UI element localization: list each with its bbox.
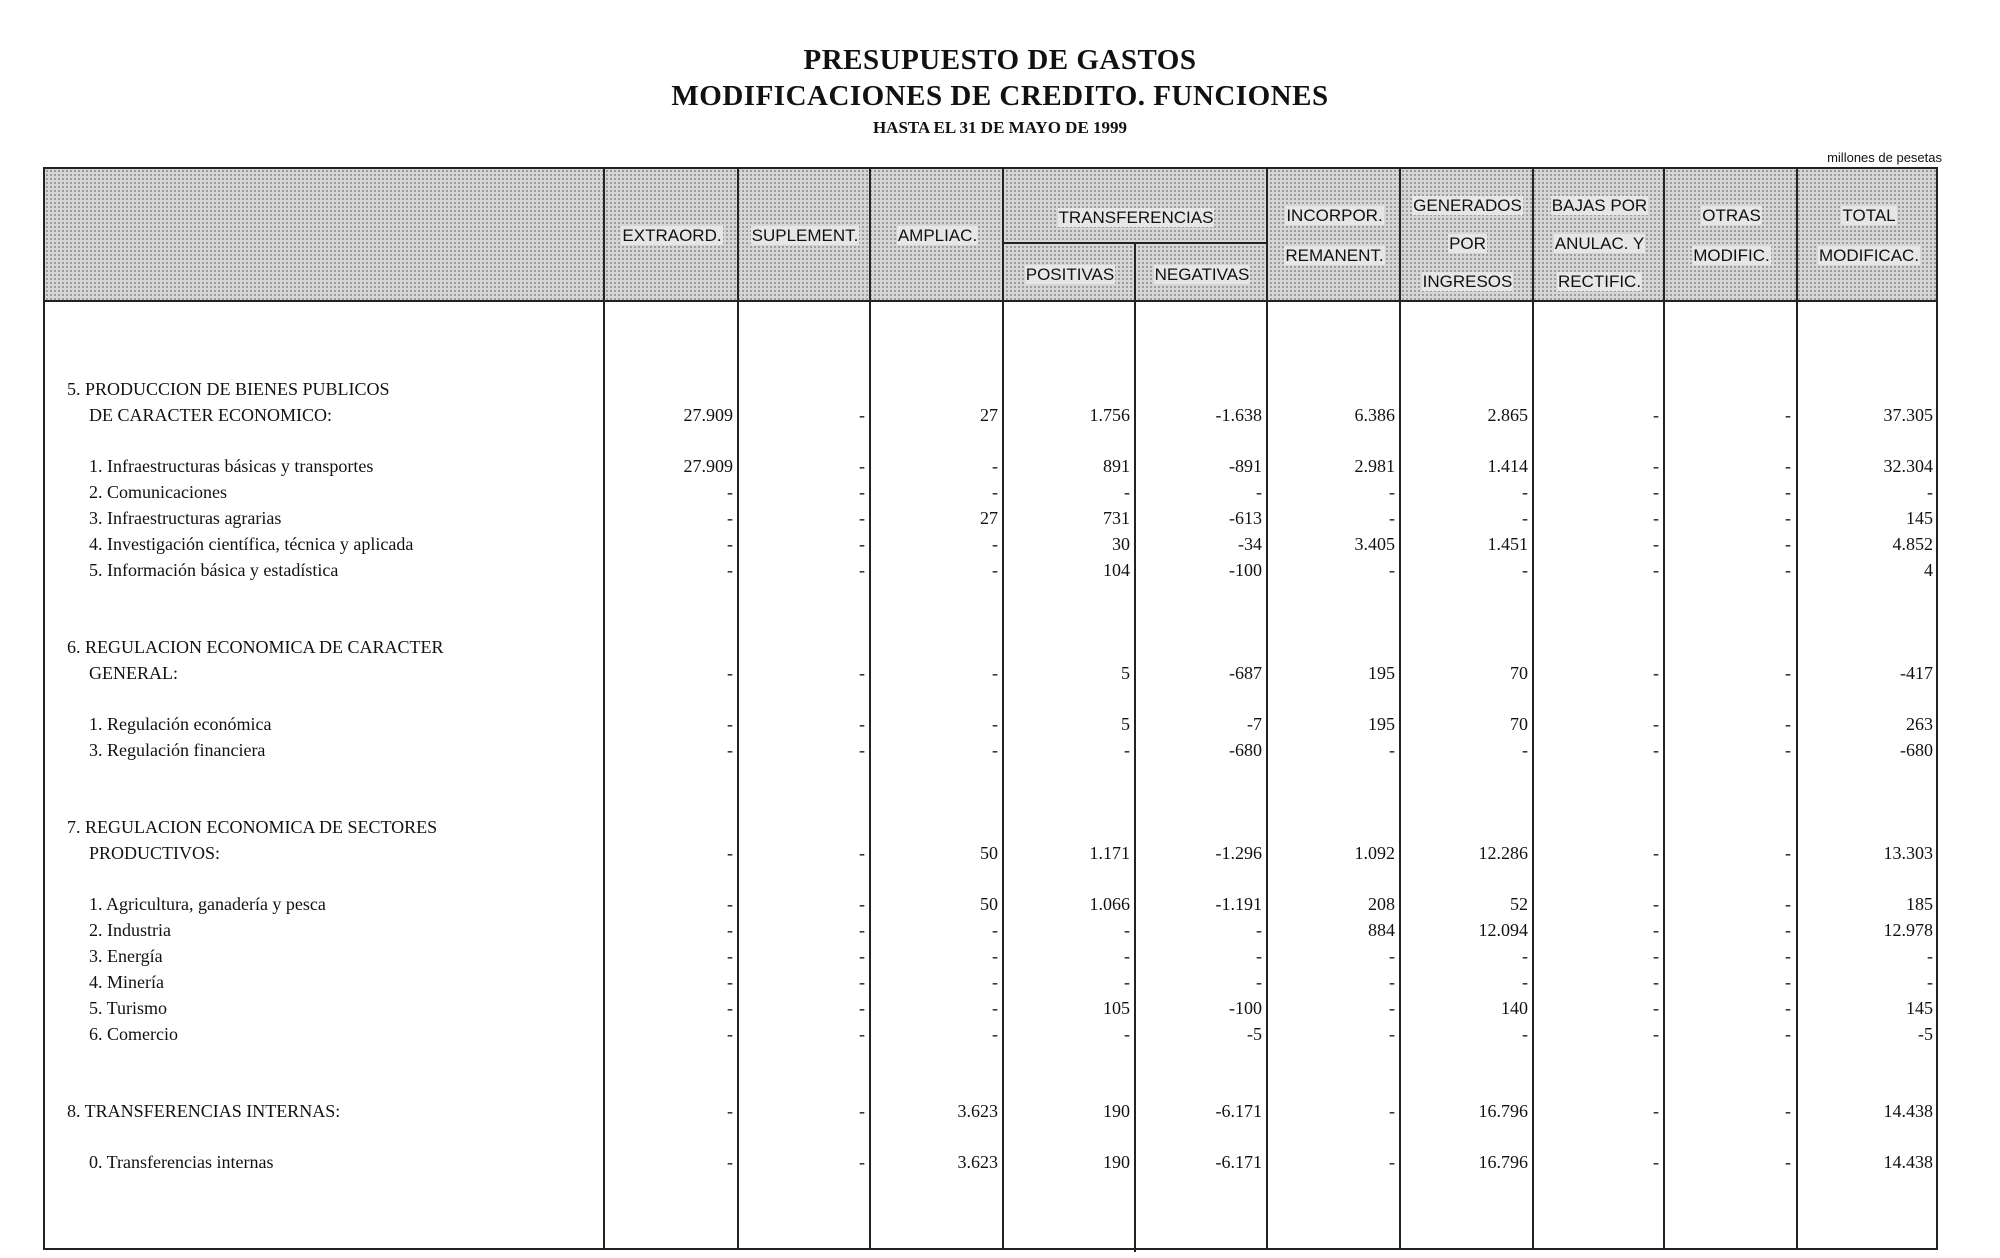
row-value: 5: [1121, 663, 1130, 683]
row-value: -: [1389, 1024, 1395, 1044]
table-row: [45, 972, 1936, 998]
row-value: -: [859, 972, 865, 992]
row-value: -: [1927, 482, 1933, 502]
header-otras: OTRAS MODIFIC.: [1693, 206, 1770, 265]
row-value: -: [1785, 894, 1791, 914]
row-value: 12.978: [1883, 920, 1933, 940]
header-incorpor: INCORPOR. REMANENT.: [1285, 206, 1384, 265]
header-bajas: BAJAS POR ANULAC. Y RECTIFIC.: [1551, 196, 1648, 291]
row-value: 13.303: [1883, 843, 1933, 863]
row-value: 50: [980, 843, 998, 863]
col-divider: [1532, 169, 1534, 1248]
row-value: -1.638: [1215, 405, 1262, 425]
row-value: -1.296: [1215, 843, 1262, 863]
table-row: [45, 920, 1936, 946]
row-value: -: [1785, 663, 1791, 683]
row-value: -: [1927, 972, 1933, 992]
header-suplement: SUPLEMENT.: [751, 226, 859, 245]
row-value: -: [1785, 456, 1791, 476]
row-value: -: [992, 456, 998, 476]
row-value: -: [1653, 894, 1659, 914]
row-value: 32.304: [1883, 456, 1933, 476]
row-value: -: [1785, 482, 1791, 502]
row-value: -: [859, 894, 865, 914]
row-value: 190: [1103, 1101, 1130, 1121]
header-positivas: POSITIVAS: [1025, 265, 1115, 284]
row-value: -: [1653, 534, 1659, 554]
col-divider: [1399, 169, 1401, 1248]
table-row: [45, 482, 1936, 508]
table-row: [45, 998, 1936, 1024]
row-value: -: [1785, 534, 1791, 554]
row-value: 195: [1368, 714, 1395, 734]
row-value: 12.286: [1478, 843, 1528, 863]
budget-table: [43, 167, 1938, 1250]
row-value: 3.405: [1354, 534, 1395, 554]
row-value: -: [1653, 508, 1659, 528]
row-label: 3. Energía: [89, 946, 163, 966]
row-label: 5. Turismo: [89, 998, 168, 1018]
row-value: -680: [1229, 740, 1262, 760]
col-divider: [1266, 169, 1268, 1248]
row-value: -: [1653, 1152, 1659, 1172]
row-label: 8. TRANSFERENCIAS INTERNAS:: [67, 1101, 341, 1121]
row-value: -: [727, 998, 733, 1018]
table-row: [45, 946, 1936, 972]
row-value: 70: [1510, 714, 1528, 734]
row-value: -: [1124, 946, 1130, 966]
row-value: -: [1389, 1101, 1395, 1121]
row-value: -: [1785, 972, 1791, 992]
row-value: 1.414: [1487, 456, 1528, 476]
row-value: -680: [1900, 740, 1933, 760]
row-value: -: [1389, 972, 1395, 992]
row-value: 185: [1906, 894, 1933, 914]
row-value: -: [859, 1101, 865, 1121]
row-value: 195: [1368, 663, 1395, 683]
header-negativas: NEGATIVAS: [1154, 265, 1250, 284]
row-value: 37.305: [1883, 405, 1933, 425]
row-value: -: [1522, 1024, 1528, 1044]
row-value: -: [727, 663, 733, 683]
page-title: PRESUPUESTO DE GASTOS: [803, 44, 1197, 76]
header-generados: GENERADOS POR INGRESOS: [1413, 196, 1522, 291]
row-value: -: [859, 456, 865, 476]
row-value: 5: [1121, 714, 1130, 734]
row-value: 2.981: [1354, 456, 1395, 476]
header-ampliac: AMPLIAC.: [897, 226, 978, 245]
row-value: -: [859, 740, 865, 760]
row-value: -: [1653, 482, 1659, 502]
row-value: -: [992, 663, 998, 683]
row-value: -: [1785, 946, 1791, 966]
row-label: 1. Agricultura, ganadería y pesca: [89, 894, 326, 914]
table-row: [45, 637, 1936, 663]
row-value: -: [1389, 560, 1395, 580]
row-value: -: [992, 714, 998, 734]
row-value: -: [1389, 946, 1395, 966]
row-value: -: [859, 1024, 865, 1044]
row-value: -100: [1229, 998, 1262, 1018]
row-label: 4. Investigación científica, técnica y aplicada: [89, 534, 414, 554]
table-row: [45, 663, 1936, 689]
row-value: -: [992, 740, 998, 760]
row-value: 2.865: [1487, 405, 1528, 425]
row-value: -: [1389, 998, 1395, 1018]
row-value: -: [727, 920, 733, 940]
row-value: -: [1124, 740, 1130, 760]
row-value: -: [1785, 508, 1791, 528]
row-value: -: [859, 405, 865, 425]
row-value: -: [992, 946, 998, 966]
row-label: 1. Infraestructuras básicas y transportes: [89, 456, 374, 476]
table-row: [45, 1152, 1936, 1178]
table-row: [45, 714, 1936, 740]
table-row: [45, 560, 1936, 586]
row-value: -: [1785, 714, 1791, 734]
row-value: 4: [1924, 560, 1933, 580]
table-row: [45, 1101, 1936, 1127]
row-value: -: [727, 534, 733, 554]
row-label: 5. Información básica y estadística: [89, 560, 339, 580]
row-label: 7. REGULACION ECONOMICA DE SECTORES: [67, 817, 438, 837]
row-value: 731: [1103, 508, 1130, 528]
row-value: -: [859, 998, 865, 1018]
row-value: -: [1389, 740, 1395, 760]
row-value: 105: [1103, 998, 1130, 1018]
row-value: -: [1522, 508, 1528, 528]
row-value: -417: [1900, 663, 1933, 683]
row-value: 16.796: [1478, 1152, 1528, 1172]
row-value: -: [1785, 920, 1791, 940]
row-value: -613: [1229, 508, 1262, 528]
row-value: -: [727, 1152, 733, 1172]
row-value: -: [1653, 714, 1659, 734]
row-value: -: [1389, 482, 1395, 502]
header-total: TOTAL MODIFICAC.: [1818, 206, 1920, 265]
row-value: -: [1653, 1024, 1659, 1044]
row-value: -: [1785, 843, 1791, 863]
table-row: [45, 508, 1936, 534]
row-value: 27: [980, 405, 998, 425]
row-value: -: [1124, 482, 1130, 502]
row-value: -: [1124, 972, 1130, 992]
row-value: -: [1522, 946, 1528, 966]
row-value: -: [1785, 1152, 1791, 1172]
row-value: -: [1256, 482, 1262, 502]
row-value: -687: [1229, 663, 1262, 683]
row-value: -: [859, 1152, 865, 1172]
table-row: [45, 456, 1936, 482]
row-value: 70: [1510, 663, 1528, 683]
row-value: -: [859, 843, 865, 863]
row-value: -: [1653, 740, 1659, 760]
row-value: -: [1653, 1101, 1659, 1121]
row-value: -: [727, 740, 733, 760]
row-label: 1. Regulación económica: [89, 714, 272, 734]
row-value: -: [859, 920, 865, 940]
row-value: 50: [980, 894, 998, 914]
row-value: -: [1522, 740, 1528, 760]
row-value: -: [859, 714, 865, 734]
row-value: -: [727, 714, 733, 734]
row-value: -: [1653, 843, 1659, 863]
row-value: 263: [1906, 714, 1933, 734]
header-transferencias: TRANSFERENCIAS: [1058, 208, 1214, 227]
row-value: -: [1785, 405, 1791, 425]
row-value: -: [1522, 972, 1528, 992]
row-value: 16.796: [1478, 1101, 1528, 1121]
row-value: -: [1522, 560, 1528, 580]
col-divider: [1796, 169, 1798, 1248]
row-value: -: [859, 946, 865, 966]
row-value: -: [727, 1024, 733, 1044]
row-value: -: [859, 482, 865, 502]
row-value: 4.852: [1892, 534, 1933, 554]
row-label: DE CARACTER ECONOMICO:: [89, 405, 333, 425]
row-value: -: [859, 663, 865, 683]
row-value: 190: [1103, 1152, 1130, 1172]
row-value: -891: [1229, 456, 1262, 476]
row-value: -: [1653, 920, 1659, 940]
date-line: HASTA EL 31 DE MAYO DE 1999: [872, 118, 1128, 137]
row-value: -: [992, 482, 998, 502]
col-divider: [603, 169, 605, 1248]
row-label: 6. REGULACION ECONOMICA DE CARACTER: [67, 637, 444, 657]
row-value: 14.438: [1883, 1101, 1933, 1121]
row-value: -: [859, 508, 865, 528]
row-value: -: [1653, 998, 1659, 1018]
row-value: 1.171: [1089, 843, 1130, 863]
row-value: 14.438: [1883, 1152, 1933, 1172]
row-value: -: [727, 1101, 733, 1121]
row-value: -: [727, 508, 733, 528]
row-value: 1.451: [1487, 534, 1528, 554]
row-value: 6.386: [1354, 405, 1395, 425]
row-value: -34: [1238, 534, 1262, 554]
table-row: [45, 740, 1936, 766]
row-value: -: [992, 972, 998, 992]
row-value: 12.094: [1478, 920, 1528, 940]
row-value: 27.909: [683, 456, 733, 476]
row-label: GENERAL:: [89, 663, 178, 683]
row-value: 27: [980, 508, 998, 528]
row-label: 2. Comunicaciones: [89, 482, 227, 502]
row-value: -: [1653, 972, 1659, 992]
table-row: [45, 1024, 1936, 1050]
row-value: -1.191: [1215, 894, 1262, 914]
row-label: 5. PRODUCCION DE BIENES PUBLICOS: [67, 379, 390, 399]
row-value: -: [992, 560, 998, 580]
row-value: 1.066: [1089, 894, 1130, 914]
table-row: [45, 843, 1936, 869]
row-value: -: [1389, 1152, 1395, 1172]
row-value: 3.623: [957, 1152, 998, 1172]
col-divider: [1663, 169, 1665, 1248]
row-value: -: [727, 972, 733, 992]
row-label: 6. Comercio: [89, 1024, 178, 1044]
page-subtitle: MODIFICACIONES DE CREDITO. FUNCIONES: [671, 80, 1329, 112]
row-label: 3. Regulación financiera: [89, 740, 266, 760]
table-row: [45, 817, 1936, 843]
row-value: 208: [1368, 894, 1395, 914]
row-value: -: [727, 482, 733, 502]
row-value: -: [727, 843, 733, 863]
row-value: -: [1785, 740, 1791, 760]
row-value: 104: [1103, 560, 1130, 580]
row-value: 891: [1103, 456, 1130, 476]
row-value: -: [1653, 405, 1659, 425]
table-row: [45, 379, 1936, 405]
row-value: 1.092: [1354, 843, 1395, 863]
table-row: [45, 534, 1936, 560]
row-value: -: [727, 560, 733, 580]
row-value: -: [1389, 508, 1395, 528]
table-header: [45, 169, 1936, 302]
row-value: 3.623: [957, 1101, 998, 1121]
row-value: 52: [1510, 894, 1528, 914]
row-value: -7: [1247, 714, 1262, 734]
row-value: -: [1927, 946, 1933, 966]
row-value: -100: [1229, 560, 1262, 580]
row-value: -: [1256, 972, 1262, 992]
row-value: -6.171: [1215, 1152, 1262, 1172]
row-value: 140: [1501, 998, 1528, 1018]
col-divider: [1002, 169, 1004, 1248]
row-value: -5: [1918, 1024, 1933, 1044]
row-value: -: [727, 946, 733, 966]
row-value: 30: [1112, 534, 1130, 554]
row-value: -: [1785, 1024, 1791, 1044]
col-divider: [737, 169, 739, 1248]
row-value: 145: [1906, 998, 1933, 1018]
units-note: millones de pesetas: [1827, 150, 1942, 165]
row-value: -: [992, 998, 998, 1018]
row-value: 884: [1368, 920, 1395, 940]
row-value: -: [1653, 946, 1659, 966]
row-value: -5: [1247, 1024, 1262, 1044]
row-value: 1.756: [1089, 405, 1130, 425]
row-value: -: [1256, 920, 1262, 940]
row-value: -: [859, 534, 865, 554]
row-value: -: [1124, 1024, 1130, 1044]
header-extraord: EXTRAORD.: [622, 226, 722, 245]
row-value: -6.171: [1215, 1101, 1262, 1121]
row-value: -: [1785, 560, 1791, 580]
row-label: PRODUCTIVOS:: [89, 843, 221, 863]
row-value: -: [859, 560, 865, 580]
row-value: -: [1124, 920, 1130, 940]
table-row: [45, 894, 1936, 920]
table-row: [45, 405, 1936, 431]
row-value: -: [1653, 560, 1659, 580]
row-value: -: [1785, 998, 1791, 1018]
row-value: -: [992, 534, 998, 554]
row-value: -: [992, 1024, 998, 1044]
row-label: 0. Transferencias internas: [89, 1152, 274, 1172]
row-value: -: [1256, 946, 1262, 966]
row-label: 4. Minería: [89, 972, 164, 992]
row-value: -: [1653, 456, 1659, 476]
row-label: 2. Industria: [89, 920, 171, 940]
row-value: 27.909: [683, 405, 733, 425]
row-value: -: [992, 920, 998, 940]
col-divider: [869, 169, 871, 1248]
row-value: -: [727, 894, 733, 914]
row-value: 145: [1906, 508, 1933, 528]
row-value: -: [1653, 663, 1659, 683]
row-label: 3. Infraestructuras agrarias: [89, 508, 282, 528]
row-value: -: [1785, 1101, 1791, 1121]
row-value: -: [1522, 482, 1528, 502]
